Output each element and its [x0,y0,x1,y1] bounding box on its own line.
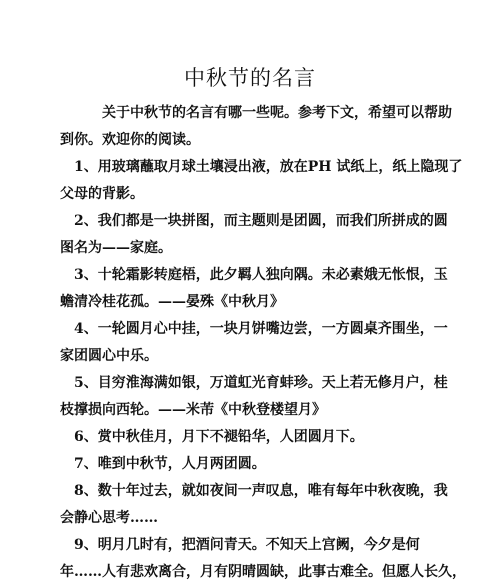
intro-paragraph [60,100,452,154]
paragraph-line: 2、我们都是一块拼图，而主题则是团圆，而我们所拼成的圆 [74,213,448,229]
paragraph-line: 会静心思考…… [60,510,158,526]
paragraph-line: 关于中秋节的名言有哪一些呢。参考下文，希望可以帮助 [102,105,452,121]
page-title: 中秋节的名言 [184,66,316,90]
quote-paragraph-5 [60,370,448,424]
paragraph-line: 蟾清冷桂花孤。——晏殊《中秋月》 [60,294,284,310]
quote-paragraph-9 [60,532,466,586]
paragraph-line: 3、十轮霜影转庭梧，此夕羁人独向隅。未必素娥无怅恨，玉 [74,267,448,283]
quote-paragraph-8 [60,478,448,532]
paragraph-line: 8、数十年过去，就如夜间一声叹息，唯有每年中秋夜晚，我 [74,483,448,499]
document-body [60,100,466,586]
paragraph-line: 6、赏中秋佳月，月下不褪铅华，人团圆月下。 [74,429,364,445]
paragraph-line: 4、一轮圆月心中挂，一块月饼嘴边尝，一方圆桌齐围坐，一 [74,321,448,337]
quote-paragraph-7 [60,451,445,478]
paragraph-line: 到你。欢迎你的阅读。 [60,132,200,148]
paragraph-line: 1、用玻璃蘸取月球土壤浸出液，放在PH 试纸上，纸上隐现了 [74,159,463,175]
quote-paragraph-1 [60,154,463,208]
paragraph-line: 父母的背影。 [60,186,144,202]
paragraph-line: 家团圆心中乐。 [60,348,158,364]
quote-paragraph-3 [60,262,448,316]
paragraph-line: 5、目穷淮海满如银，万道虹光育蚌珍。天上若无修月户，桂 [74,375,448,391]
paragraph-line: 枝撑损向西轮。——米芾《中秋登楼望月》 [60,402,326,418]
paragraph-line: 图名为——家庭。 [60,240,172,256]
paragraph-line: 9、明月几时有，把酒问青天。不知天上宫阙，今夕是何 [74,537,420,553]
quote-paragraph-6 [60,424,445,451]
paragraph-line: 7、唯到中秋节，人月两团圆。 [74,456,266,472]
paragraph-line: 年……人有悲欢离合，月有阴晴圆缺，此事古难全。但愿人长久， [60,564,466,580]
quote-paragraph-4 [60,316,448,370]
quote-paragraph-2 [60,208,448,262]
